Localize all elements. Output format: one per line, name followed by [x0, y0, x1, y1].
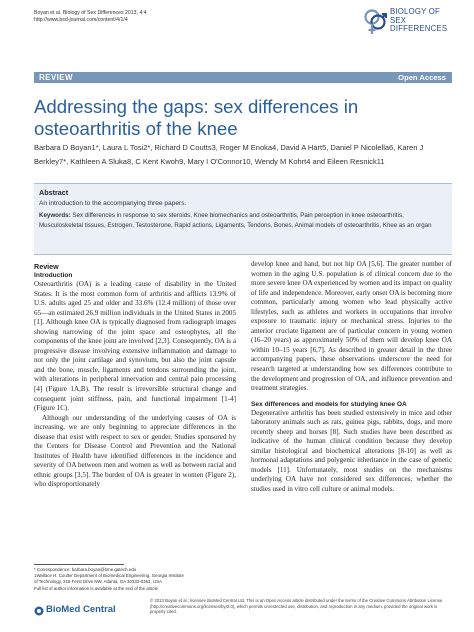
biomed-central-icon — [34, 605, 44, 617]
abstract-box — [34, 183, 452, 255]
article-type-label: REVIEW — [39, 73, 73, 82]
left-column — [34, 260, 236, 490]
journal-url[interactable]: http://www.bsd-journal.com/content/4/1/4 — [34, 17, 128, 23]
abstract-heading: Abstract — [39, 188, 69, 197]
review-heading: Review — [34, 262, 59, 271]
citation-line: Boyan et al. Biology of Sex Differences 2013, 4:4 — [34, 10, 147, 16]
models-paragraph: Degenerative arthritis has been studied extensively in mice and other laboratory animals such as rats, guinea pigs, rabbits, dogs, and more recently sheep and horses [8]. Such studies have been described as indicative of the human clinical condition because they develop similar histological and biochemical alterations [8-10] as well as hormonal adaptations and polygenic inheritance in the case of genetic models [11]. Unfortunately, most studies on the mechanisms underlying OA have not considered sex differences, whether the studies used in vitro cell culture or animal models. — [251, 408, 452, 494]
keywords-list: Sex differences in response to sex steroids, Knee biomechanics and osteoarthritis, Pain perception in knee osteoarthritis, Musculoskeletal tissues, Estrogen, Testosterone, Rapid actions, Ligaments, Tendons, Bones, Animal models of osteoarthritis, Knee as an organ — [39, 212, 432, 229]
introduction-heading: Introduction — [34, 272, 73, 279]
author-info-note: Full list of author information is available at the end of the article — [34, 585, 158, 591]
affiliation-line: 1Wallace H. Coulter Department of Biomedical Engineering, Georgia Institute — [34, 573, 184, 579]
biomed-central-logo[interactable] — [34, 604, 154, 618]
sex-differences-heading: Sex differences and models for studying knee OA — [251, 400, 407, 408]
intro-paragraph-continued: develop knee and hand, but not hip OA [5,6]. The greater number of women in the aging U.S. population is of clinical concern due to the more severe knee OA experienced by women and its impact on quality of life and independence. Moreover, early onset OA is becoming more common, particularly among women who lead physically active lifestyles, such as athletes and workers in occupations that involve exposure to traumatic injury or mechanical stress. Injuries to the anterior cruciate ligament are of particular concern in young women (16–20 years) as approximately 50% of them will develop knee OA within 10–15 years [6,7]. As described in greater detail in the three accompanying papers, these observations underscore the need for research targeted at understanding how sex differences contribute to the development and progression of OA, and influence prevention and treatment strategies. — [251, 260, 452, 393]
intro-paragraph-2: Although our understanding of the underlying causes of OA is increasing, we are only beginning to appreciate differences in the disease that exist with respect to sex or gender. Studies sponsored by the Centers for Disease Control and Prevention and the National Institutes of Health have identified differences in the incidence and severity of OA between men and women as well as between racial and ethnic groups [3,5]. The burden of OA is greater in women (Figure 2), who disproportionately — [34, 413, 236, 489]
article-title: Addressing the gaps: sex differences in osteoarthritis of the knee — [34, 96, 359, 139]
abstract-text: An introduction to the accompanying three papers. — [39, 200, 187, 207]
logo-wordmark: BIOLOGY OF SEX DIFFERENCES — [390, 7, 448, 34]
journal-logo — [363, 6, 453, 40]
footnote-divider — [34, 564, 124, 565]
intro-paragraph-1: Osteoarthritis (OA) is a leading cause of disability in the United States. It is the most common form of arthritis and afflicts 13.9% of U.S. adults aged 25 and older and 33.6% (12.4 million) of those over 65—an estimated 26.9 million individuals in the United States in 2005 [1]. Although knee OA is typically diagnosed from radiograph images showing narrowing of the joint space and osteophytes, all the components of the knee joint are involved [2,3]. Consequently, OA is a progressive disease involving extensive inflammation and damage to not only the joint cartilage and synovium, but also the joint capsule and the bone, muscle, ligaments and tendons surrounding the joint, with alterations in peripheral innervation and central pain processing [4] (Figure 1A,B). The result is irreversible structural change and consequent joint stiffness, pain, and functional impairment [1-4] (Figure 1C). — [34, 280, 236, 413]
keywords — [39, 211, 444, 230]
biomed-central-wordmark: BioMed Central — [46, 604, 116, 615]
right-column — [251, 260, 452, 495]
correspondence-email[interactable]: * Correspondence: barbara.boyan@bme.gatech.edu — [34, 567, 137, 572]
copyright-notice: © 2013 Boyan et al.; licensee BioMed Central Ltd. This is an Open Access article distributed under the terms of the Creative Commons Attribution License (http://creativecommons.org/licenses/by/2.0), which permits unrestricted use, distribution, and reproduction in any medium, provided the original work is properly cited. — [150, 598, 443, 615]
author-list: Barbara D Boyan1*, Laura L Tosi2*, Richard D Coutts3, Roger M Enoka4, David A Hart5, Daniel P Nicolella6, Karen J Berkley7*, Kathleen A Sluka8, C Kent Kwoh9, Mary I O'Connor10, Wendy M Kohrt4 and Eileen Resnick11 — [34, 143, 424, 166]
sex-differences-logo-icon — [363, 7, 387, 37]
keywords-label: Keywords: — [39, 212, 71, 219]
open-access-label: Open Access — [398, 73, 446, 83]
affiliation-line: of Technology, 315 Ferst Drive NW, Atlanta, GA 30332-0363, USA — [34, 579, 162, 585]
footnotes — [34, 567, 239, 592]
article-type-bar — [34, 72, 452, 83]
citation-header — [34, 10, 147, 24]
